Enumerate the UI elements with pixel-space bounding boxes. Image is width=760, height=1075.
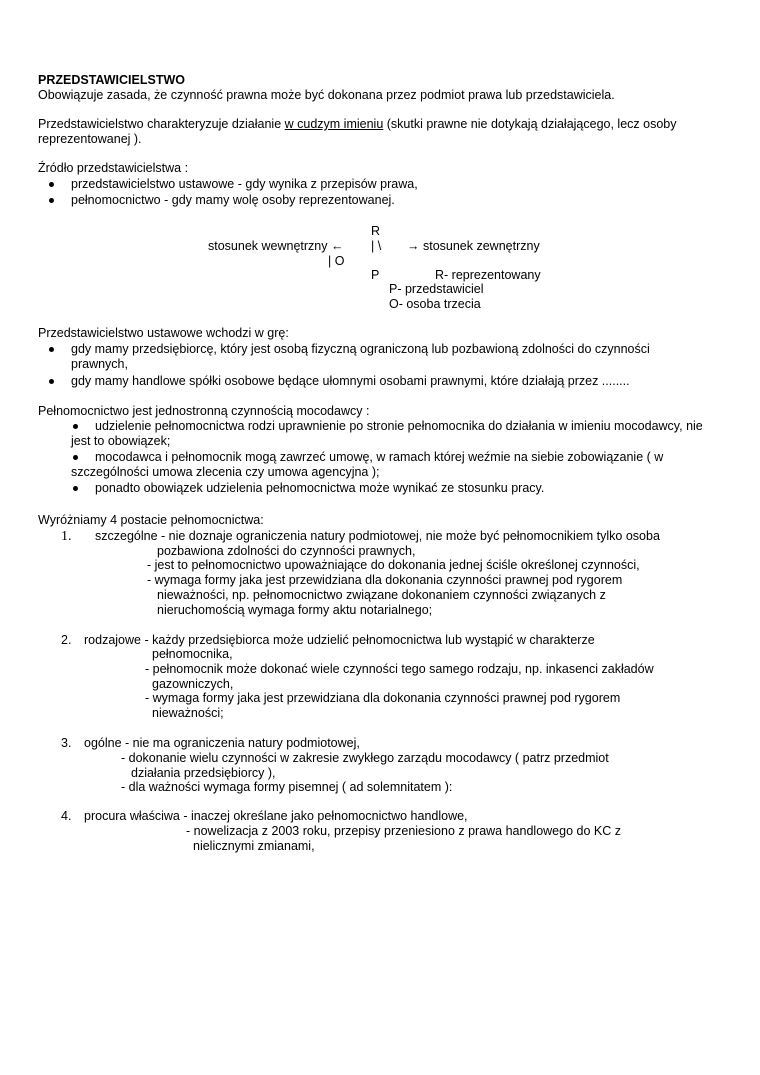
- power-title: Pełnomocnictwo jest jednostronną czynnością mocodawcy :: [38, 404, 370, 418]
- power-item-cont: szczególności umowa zlecenia czy umowa agencyjna );: [71, 465, 380, 479]
- list-number: 2.: [61, 633, 72, 647]
- legend-p: P- przedstawiciel: [389, 282, 484, 296]
- form-special-line: pozbawiona zdolności do czynności prawnych,: [157, 544, 416, 558]
- form-special-line: - wymaga formy jaka jest przewidziana dla dokonania czynności prawnej pod rygorem: [147, 573, 623, 587]
- form-generic-line: - wymaga formy jaka jest przewidziana dla dokonania czynności prawnej pod rygorem: [145, 691, 621, 705]
- bullet-icon: [73, 424, 78, 429]
- form-generic-line: pełnomocnika,: [152, 647, 233, 661]
- power-item: mocodawca i pełnomocnik mogą zawrzeć umowę, w ramach której weźmie na siebie zobowiązanie ( w: [95, 450, 664, 464]
- form-special-line: nieważności, np. pełnomocnictwo związane dokonaniem czynności związanych z: [157, 588, 606, 602]
- form-general-line: - dla ważności wymaga formy pisemnej ( ad solemnitatem ):: [121, 780, 453, 794]
- diagram-o: | O: [328, 254, 345, 268]
- characteristic-text: [38, 117, 677, 132]
- bullet-icon: [49, 182, 54, 187]
- statutory-item: gdy mamy przedsiębiorcę, który jest osobą fizyczną ograniczoną lub pozbawioną zdolności do czynności: [71, 342, 650, 356]
- bullet-icon: [49, 347, 54, 352]
- form-procura-line: nielicznymi zmianami,: [193, 839, 315, 853]
- characteristic-before: Przedstawicielstwo charakteryzuje działanie: [38, 117, 285, 131]
- power-item: udzielenie pełnomocnictwa rodzi uprawnienie po stronie pełnomocnika do działania w imieniu mocodawcy, nie: [95, 419, 703, 433]
- form-generic-line: nieważności;: [152, 706, 224, 720]
- form-procura-line: - nowelizacja z 2003 roku, przepisy przeniesiono z prawa handlowego do KC z: [186, 824, 621, 838]
- statutory-item-cont: prawnych,: [71, 357, 128, 371]
- diagram-internal-relation: stosunek wewnętrzny ←: [208, 239, 344, 253]
- underlined-phrase: w cudzym imieniu: [284, 117, 384, 131]
- statutory-item: gdy mamy handlowe spółki osobowe będące ułomnymi osobami prawnymi, które działają przez ........: [71, 374, 630, 388]
- sources-title: Źródło przedstawicielstwa :: [38, 161, 189, 175]
- power-item: ponadto obowiązek udzielenia pełnomocnictwa może wynikać ze stosunku pracy.: [95, 481, 545, 495]
- form-generic-line: gazowniczych,: [152, 677, 234, 691]
- diagram-p: P: [371, 268, 380, 282]
- power-item-cont: jest to obowiązek;: [71, 434, 171, 448]
- sources-item: przedstawicielstwo ustawowe - gdy wynika z przepisów prawa,: [71, 177, 418, 191]
- statutory-title: Przedstawicielstwo ustawowe wchodzi w grę:: [38, 326, 289, 340]
- diagram-r: R: [371, 224, 381, 238]
- list-number: 1.: [61, 529, 72, 544]
- characteristic-after: (skutki prawne nie dotykają działającego, lecz osoby: [383, 117, 677, 131]
- form-special-line: nieruchomością wymaga formy aktu notarialnego;: [157, 603, 433, 617]
- form-generic: rodzajowe - każdy przedsiębiorca może udzielić pełnomocnictwa lub wystąpić w charakterze: [84, 633, 595, 647]
- sources-item: pełnomocnictwo - gdy mamy wolę osoby reprezentowanej.: [71, 193, 395, 207]
- intro-text: Obowiązuje zasada, że czynność prawna może być dokonana przez podmiot prawa lub przedstawiciela.: [38, 88, 615, 102]
- form-special: szczególne - nie doznaje ograniczenia natury podmiotowej, nie może być pełnomocnikiem tylko osoba: [95, 529, 660, 543]
- form-special-line: - jest to pełnomocnictwo upoważniające do dokonania jednej ściśle określonej czynności,: [147, 558, 640, 572]
- list-number: 3.: [61, 736, 72, 750]
- bullet-icon: [73, 486, 78, 491]
- bullet-icon: [49, 379, 54, 384]
- list-number: 4.: [61, 809, 72, 823]
- characteristic-line2: reprezentowanej ).: [38, 132, 142, 146]
- legend-r: R- reprezentowany: [435, 268, 541, 282]
- form-generic-line: - pełnomocnik może dokonać wiele czynności tego samego rodzaju, np. inkasenci zakładów: [145, 662, 654, 676]
- form-general-line: - dokonanie wielu czynności w zakresie zwykłego zarządu mocodawcy ( patrz przedmiot: [121, 751, 609, 765]
- diagram-external-relation: → stosunek zewnętrzny: [407, 239, 540, 253]
- legend-o: O- osoba trzecia: [389, 297, 481, 311]
- heading: PRZEDSTAWICIELSTWO: [38, 73, 185, 87]
- forms-title: Wyróżniamy 4 postacie pełnomocnictwa:: [38, 513, 264, 527]
- form-procura: procura właściwa - inaczej określane jako pełnomocnictwo handlowe,: [84, 809, 468, 823]
- form-general: ogólne - nie ma ograniczenia natury podmiotowej,: [84, 736, 360, 750]
- form-general-line: działania przedsiębiorcy ),: [131, 766, 276, 780]
- diagram-connector: | \: [371, 239, 382, 253]
- bullet-icon: [73, 455, 78, 460]
- bullet-icon: [49, 198, 54, 203]
